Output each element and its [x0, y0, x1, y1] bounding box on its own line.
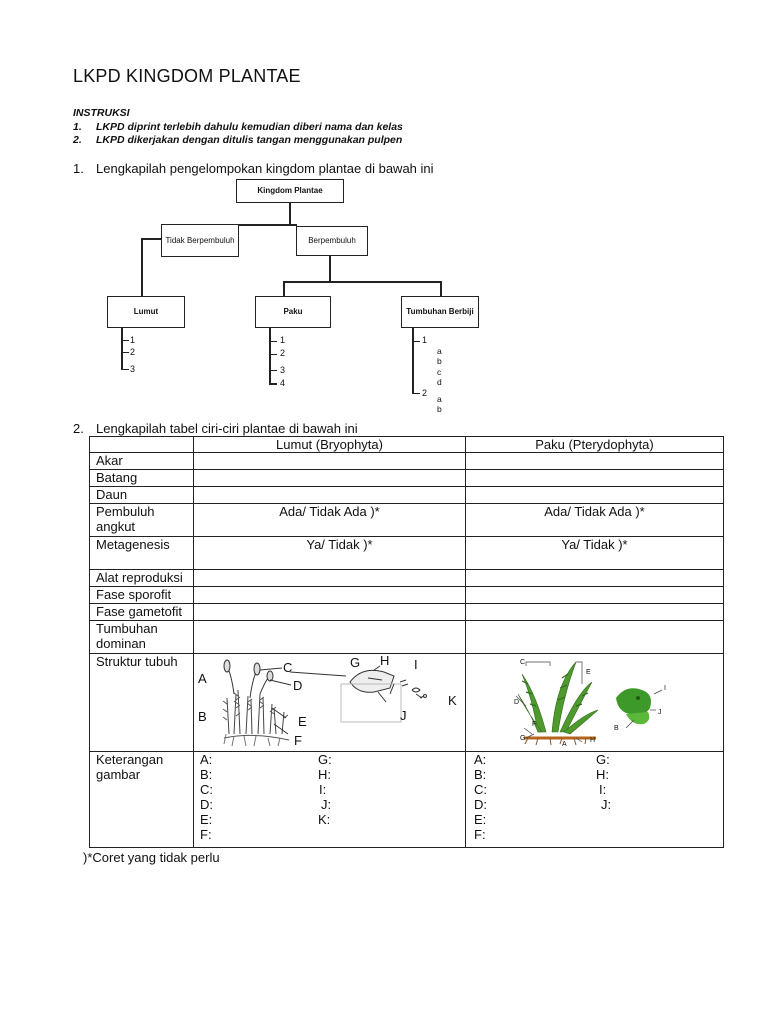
table-row: [90, 537, 724, 570]
fern-label-E: E: [586, 669, 591, 676]
question-number: 1.: [73, 161, 84, 176]
ket-item: F:: [474, 827, 486, 842]
paku-answer-cell[interactable]: [466, 470, 724, 487]
question-1: [73, 161, 434, 176]
ket-item: K:: [318, 812, 331, 827]
fern-label-F: F: [532, 721, 537, 728]
table-row: [90, 621, 724, 654]
row-label: Keterangan gambar: [90, 752, 194, 848]
table-header-row: [90, 437, 724, 453]
tick: [121, 369, 129, 370]
lumut-answer-cell[interactable]: [194, 470, 466, 487]
lumut-item: 2: [130, 347, 136, 357]
ket-item: E:: [474, 812, 487, 827]
lumut-answer-cell[interactable]: [194, 453, 466, 470]
row-label: Tumbuhan dominan: [90, 621, 194, 654]
row-label: Metagenesis: [90, 537, 194, 570]
instruction-num: 1.: [73, 120, 82, 133]
ket-item: A:: [474, 752, 487, 767]
instruction-item: [73, 134, 403, 148]
table-row: [90, 487, 724, 504]
connector: [289, 203, 291, 225]
ket-item: [596, 812, 723, 827]
list-line: [121, 327, 123, 370]
table-row: [90, 604, 724, 621]
row-label: Struktur tubuh: [90, 654, 194, 752]
ket-item: B:: [200, 767, 213, 782]
lumut-keterangan-cell[interactable]: [194, 752, 466, 848]
instruction-text: LKPD diprint terlebih dahulu kemudian diberi nama dan kelas: [96, 120, 403, 133]
row-label: Akar: [90, 453, 194, 470]
list-line: [269, 327, 271, 383]
ket-item: E:: [200, 812, 213, 827]
table-row: [90, 504, 724, 537]
list-line: [412, 327, 414, 394]
tick: [269, 383, 277, 385]
lumut-item: 3: [130, 364, 136, 374]
ket-item: A:: [200, 752, 213, 767]
non-vascular-box: Tidak Berpembuluh: [161, 224, 239, 257]
keterangan-grid: [474, 752, 723, 842]
paku-answer-cell[interactable]: [466, 587, 724, 604]
table-row: [90, 587, 724, 604]
question-text: Lengkapilah tabel ciri-ciri plantae di bawah ini: [96, 421, 358, 436]
table-row-struktur: [90, 654, 724, 752]
lumut-answer-cell[interactable]: Ya/ Tidak )*: [194, 537, 466, 570]
vascular-box: Berpembuluh: [296, 226, 368, 256]
footnote: )*Coret yang tidak perlu: [83, 850, 220, 865]
ket-item: I:: [319, 782, 327, 797]
instructions-heading: INSTRUKSI: [73, 107, 130, 119]
fern-label-A: A: [562, 741, 567, 748]
ket-item: D:: [200, 797, 213, 812]
ket-item: C:: [474, 782, 487, 797]
berbiji-sub-item: b: [437, 356, 442, 366]
paku-item: 1: [280, 335, 286, 345]
moss-figure-cell: [194, 654, 466, 752]
fern-illustration: [466, 654, 722, 748]
table-header: [90, 437, 194, 453]
moss-label-H: H: [380, 654, 390, 668]
instruction-item: [73, 121, 403, 135]
paku-answer-cell[interactable]: [466, 570, 724, 587]
paku-answer-cell[interactable]: [466, 604, 724, 621]
berbiji-item: 1: [422, 335, 428, 345]
lumut-answer-cell[interactable]: [194, 487, 466, 504]
ket-item: J:: [321, 797, 332, 812]
question-text: Lengkapilah pengelompokan kingdom plantae di bawah ini: [96, 161, 434, 176]
berbiji-sub-item: b: [437, 404, 442, 414]
moss-label-G: G: [350, 655, 361, 670]
ket-item: F:: [200, 827, 212, 842]
ket-item: B:: [474, 767, 487, 782]
moss-label-C: C: [283, 660, 293, 675]
moss-label-I: I: [414, 657, 418, 672]
group-box-lumut: Lumut: [107, 296, 185, 328]
lumut-answer-cell[interactable]: [194, 587, 466, 604]
ket-item: C:: [200, 782, 213, 797]
row-label: Alat reproduksi: [90, 570, 194, 587]
ket-item: [596, 827, 723, 842]
lumut-answer-cell[interactable]: [194, 604, 466, 621]
paku-keterangan-cell[interactable]: [466, 752, 724, 848]
root-box: Kingdom Plantae: [236, 179, 344, 203]
berbiji-item: 2: [422, 388, 428, 398]
ket-item: H:: [596, 767, 609, 782]
tick: [121, 352, 129, 353]
table-row: [90, 470, 724, 487]
connector: [329, 255, 331, 282]
fern-label-B: B: [614, 725, 619, 732]
fern-label-I: I: [664, 685, 666, 692]
fern-label-J: J: [658, 709, 662, 716]
question-number: 2.: [73, 421, 84, 436]
moss-label-E: E: [298, 714, 307, 729]
keterangan-grid: [200, 752, 465, 842]
moss-label-F: F: [294, 733, 302, 748]
table-row-keterangan: [90, 752, 724, 848]
table-row: [90, 453, 724, 470]
paku-answer-cell[interactable]: [466, 487, 724, 504]
paku-item: 4: [280, 378, 286, 388]
lumut-answer-cell[interactable]: Ada/ Tidak Ada )*: [194, 504, 466, 537]
paku-answer-cell[interactable]: [466, 453, 724, 470]
question-2: [73, 421, 358, 436]
tick: [269, 370, 277, 371]
paku-item: 3: [280, 365, 286, 375]
paku-answer-cell[interactable]: [466, 621, 724, 654]
tick: [412, 393, 420, 394]
connector: [237, 224, 297, 226]
tick: [412, 341, 420, 342]
lumut-answer-cell[interactable]: [194, 570, 466, 587]
instruction-text: LKPD dikerjakan dengan ditulis tangan menggunakan pulpen: [96, 134, 403, 146]
lumut-item: 1: [130, 335, 136, 345]
ket-item: H:: [318, 767, 331, 782]
row-label: Batang: [90, 470, 194, 487]
paku-answer-cell[interactable]: Ada/ Tidak Ada )*: [466, 504, 724, 537]
instruction-num: 2.: [73, 134, 82, 146]
group-box-berbiji: Tumbuhan Berbiji: [401, 296, 479, 328]
moss-label-K: K: [448, 693, 457, 708]
ket-item: G:: [596, 752, 610, 767]
fern-label-H: H: [590, 737, 596, 744]
paku-item: 2: [280, 348, 286, 358]
ket-item: D:: [474, 797, 487, 812]
ket-item: J:: [601, 797, 612, 812]
connector: [141, 238, 162, 240]
table-header: Paku (Pterydophyta): [466, 437, 724, 453]
instructions: [73, 107, 403, 148]
berbiji-sub-item: d: [437, 377, 442, 387]
ket-item: [318, 827, 465, 842]
connector: [141, 238, 143, 297]
page-title: LKPD KINGDOM PLANTAE: [73, 66, 301, 86]
tick: [269, 341, 277, 342]
tick: [121, 340, 129, 341]
fern-label-G: G: [520, 735, 526, 742]
row-label: Fase gametofit: [90, 604, 194, 621]
table-row: [90, 570, 724, 587]
moss-label-B: B: [198, 709, 207, 724]
berbiji-sub-item: a: [437, 394, 442, 404]
moss-label-A: A: [198, 671, 207, 686]
group-box-paku: Paku: [255, 296, 331, 328]
berbiji-sub-item: a: [437, 346, 442, 356]
characteristics-table: [89, 436, 724, 848]
row-label: Daun: [90, 487, 194, 504]
connector: [440, 281, 442, 297]
ket-item: G:: [318, 752, 332, 767]
fern-label-D: D: [514, 699, 520, 706]
moss-label-J: J: [400, 708, 407, 723]
connector: [283, 281, 441, 283]
paku-answer-cell[interactable]: Ya/ Tidak )*: [466, 537, 724, 570]
moss-illustration: [194, 654, 464, 748]
fern-label-C: C: [520, 659, 526, 666]
moss-label-D: D: [293, 678, 303, 693]
lumut-answer-cell[interactable]: [194, 621, 466, 654]
fern-figure-cell: [466, 654, 724, 752]
ket-item: I:: [599, 782, 607, 797]
berbiji-sub-item: c: [437, 367, 442, 377]
row-label: Fase sporofit: [90, 587, 194, 604]
table-header: Lumut (Bryophyta): [194, 437, 466, 453]
tick: [269, 354, 277, 355]
row-label: Pembuluh angkut: [90, 504, 194, 537]
